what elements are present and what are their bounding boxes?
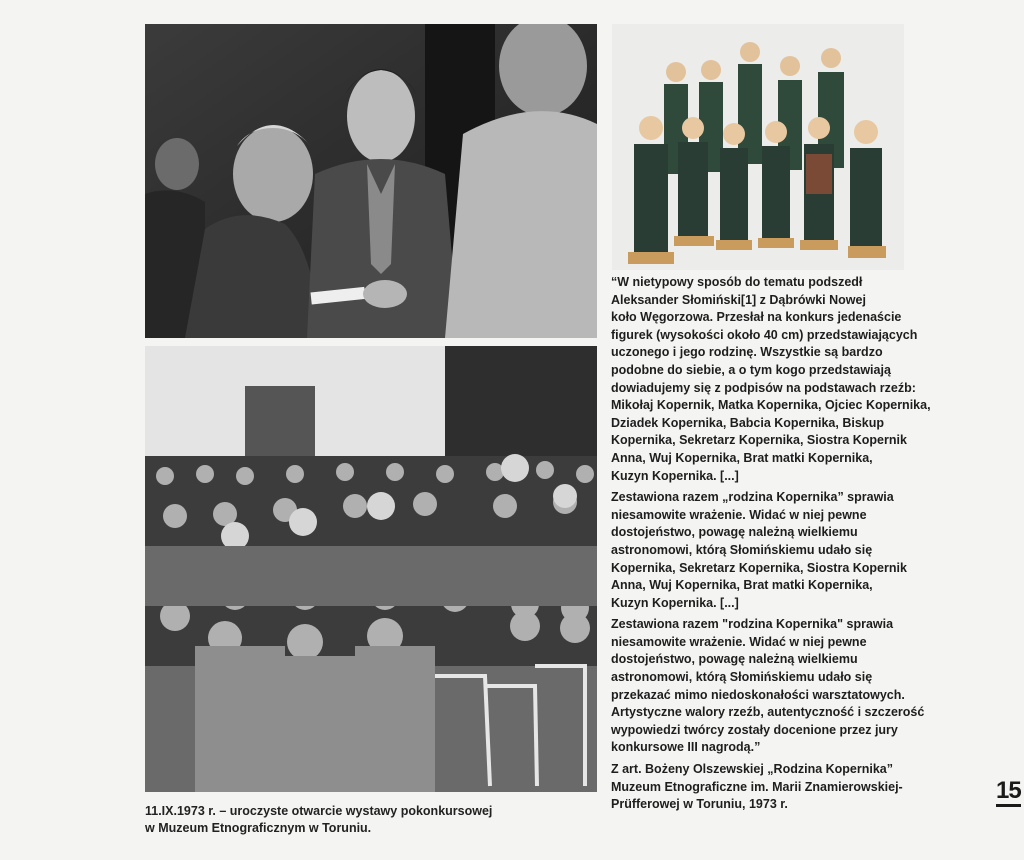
text-line: astronomowi, którą Słomińskiemu udało się [611,670,873,685]
photo-handshake [145,24,597,338]
photo-caption [145,803,585,837]
article-text [611,274,933,818]
text-line: Kuzyn Kopernika. [...] [611,595,739,610]
paragraph [611,274,933,485]
text-line: Zestawiona razem "rodzina Kopernika" sprawia [611,617,894,632]
text-line: uczonego i jego rodzinę. Wszystkie są bardzo [611,345,883,360]
text-line: dostojeństwo, powagę należną wielkiemu [611,525,858,540]
text-line: przekazać mimo niedoskonałości warsztatowych. [611,687,905,702]
text-line: podobne do siebie, a o tym kogo przedstawiają [611,362,891,377]
text-line: Kuzyn Kopernika. [...] [611,468,739,483]
text-line: dowiadujemy się z podpisów na podstawach rzeźb: [611,380,916,395]
text-line: niesamowite wrażenie. Widać w niej pewne [611,507,867,522]
page-number: 15 [996,779,1021,807]
paragraph [611,489,933,612]
text-line: “W nietypowy sposób do tematu podszedł [611,275,863,289]
photo-audience [145,346,597,792]
text-line: koło Węgorzowa. Przesłał na konkurs jedenaście [611,310,902,325]
text-line: konkursowe III nagrodą.” [611,740,761,755]
text-line: wypowiedzi twórcy zostały docenione przez jury [611,722,898,737]
paragraph [611,616,933,757]
text-line: Kopernika, Sekretarz Kopernika, Siostra Kopernik [611,433,907,448]
text-line: Anna, Wuj Kopernika, Brat matki Kopernika, [611,578,873,593]
text-line: figurek (wysokości około 40 cm) przedstawiających [611,327,918,342]
text-line: Artystyczne walory rzeźb, autentyczność i szczerość [611,705,925,720]
caption-line: 11.IX.1973 r. – uroczyste otwarcie wystawy pokonkursowej [145,804,493,818]
text-line: Kopernika, Sekretarz Kopernika, Siostra Kopernik [611,560,907,575]
photo-carved-figures [612,24,904,270]
text-line: Aleksander Słomiński[1] z Dąbrówki Nowej [611,292,866,307]
text-line: dostojeństwo, powagę należną wielkiemu [611,652,858,667]
text-line: astronomowi, którą Słomińskiemu udało się [611,542,873,557]
text-line: niesamowite wrażenie. Widać w niej pewne [611,634,867,649]
text-line: Dziadek Kopernika, Babcia Kopernika, Biskup [611,415,884,430]
text-line: Mikołaj Kopernik, Matka Kopernika, Ojciec Kopernika, [611,398,931,413]
text-line: Prüfferowej w Toruniu, 1973 r. [611,797,788,812]
text-line: Muzeum Etnograficzne im. Marii Znamierowskiej- [611,779,903,794]
source-citation [611,761,933,814]
text-line: Z art. Bożeny Olszewskiej „Rodzina Kopernika” [611,762,894,777]
text-line: Zestawiona razem „rodzina Kopernika” sprawia [611,490,894,505]
text-line: Anna, Wuj Kopernika, Brat matki Kopernika, [611,450,873,465]
caption-line: w Muzeum Etnograficznym w Toruniu. [145,821,372,835]
